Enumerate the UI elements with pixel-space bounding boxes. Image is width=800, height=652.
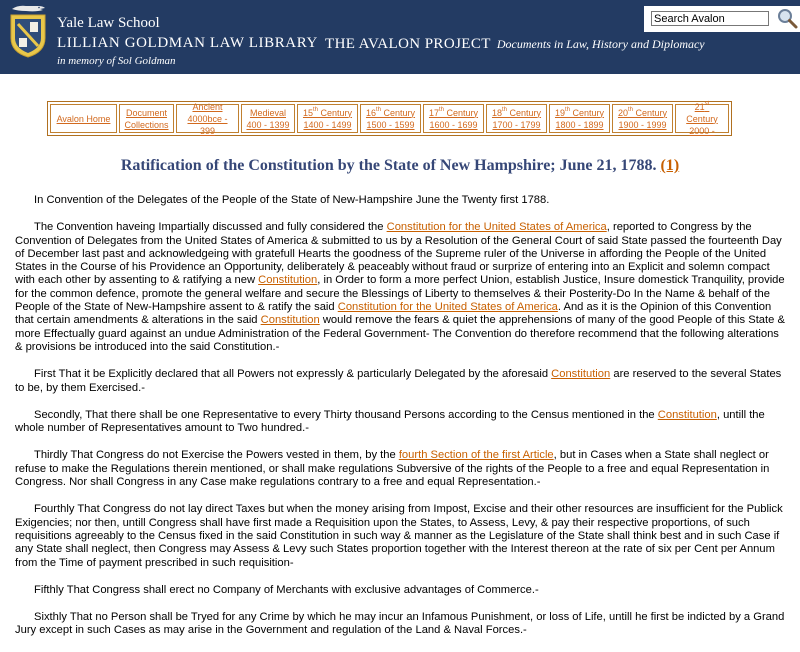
memorial-text: in memory of Sol Goldman — [57, 55, 176, 67]
document-body — [15, 194, 787, 652]
paragraph: Thirdly That Congress do not Exercise the Powers vested in them, by the fourth Section of the first Article, but in Cases when a State shall neglect or refuse to make the Regulations therein mentioned, or shall make regulations Subversive of the rights of the People to a free and equal Representation in Congress. Nor shall Congress in any Case make regulations contrary to a free and equal Representation.- — [15, 449, 770, 489]
nav-document-collections[interactable] — [119, 104, 174, 133]
article-link[interactable]: fourth Section of the first Article — [398, 449, 554, 462]
search-area — [644, 6, 800, 32]
title-text: Ratification of the Constitution by the State of New Hampshire; June 21, 1788. — [120, 157, 657, 174]
site-header — [0, 0, 800, 74]
project-name[interactable]: THE AVALON PROJECT — [325, 36, 491, 52]
search-input[interactable] — [651, 11, 769, 26]
constitution-link[interactable]: Constitution — [657, 408, 717, 421]
constitution-link[interactable]: Constitution — [551, 368, 611, 381]
nav-range[interactable]: 4000bce - 399 — [187, 113, 228, 136]
nav-ancient[interactable] — [176, 101, 239, 136]
nav-range[interactable]: 1900 - 1999 — [618, 119, 667, 130]
nav-label[interactable]: Document — [125, 107, 168, 118]
constitution-link[interactable]: Constitution — [260, 314, 320, 327]
constitution-link[interactable]: Constitution — [258, 274, 318, 287]
nav-range[interactable]: 1800 - 1899 — [555, 119, 604, 130]
nav-label[interactable]: Avalon Home — [56, 113, 111, 124]
century-nav — [47, 101, 732, 136]
paragraph: Sixthly That no Person shall be Tryed for any Crime by which he may incur an Infamous Punishment, or loss of Life, untill he first be indicted by a Grand Jury except in such Cases as may arise in the Government and regulation of the Land & Naval Forces.- — [15, 611, 785, 637]
nav-label[interactable]: Medieval — [249, 107, 286, 118]
project-subtitle: Documents in Law, History and Diplomacy — [496, 37, 705, 51]
nav-range[interactable]: 400 - 1399 — [246, 119, 290, 130]
magnifier-icon[interactable] — [775, 7, 799, 30]
yale-shield-icon[interactable] — [10, 14, 46, 58]
nav-range[interactable]: 1400 - 1499 — [303, 119, 352, 130]
nav-range[interactable]: Collections — [124, 119, 169, 130]
paragraph: Fourthly That Congress do not lay direct Taxes but when the money arising from Impost, Excise and their other resources are insufficient for the Publick Exigencies; nor then, untill Congress shall have first made a Requisition upon the States, to Assess, Levy, & pay their respective proportions, of such requisitions agreeably to the Census fixed in the said Constitution in such way & manner as the Legislature of the State shall think best and in such Case if any State shall neglect, then Congress may Assess & Levy such States proportion together with the Interest thereon at the rate of six per Cent per Annum from the Time of payment prescribed in such requisition- — [15, 503, 783, 569]
nav-range[interactable]: 1500 - 1599 — [366, 119, 415, 130]
nav-range[interactable]: 1600 - 1699 — [429, 119, 478, 130]
constitution-link[interactable]: Constitution for the United States of America — [337, 301, 558, 314]
paragraph: The Convention haveing Impartially discussed and fully considered the Constitution for the United States of America, reported to Congress by the Convention of Delegates from the United States of America & submitted to us by a Resolution of the General Court of said State passed the fourteenth Day of December last past and acknowledgeing with gratefull Hearts the goodness of the Supreme ruler of the Universe in affording the People of the United States in the Course of his Providence an Opportunity, deliberately & peaceably without fraud or surprize of entering into an Explicit and solemn compact with each other by assenting to & ratifying a new Constitution, in Order to form a more perfect Union, establish Justice, Insure domestick Tranquility, provide for the common defence, promote the general welfare and secure the Blessings of Liberty to themselves & their Posterity-Do In the Name & behalf of the People of the State of New-Hampshire assent to & ratify the said Constitution for the United States of America. And as it is the Opinion of this Convention that certain amendments & alterations in the said Constitution would remove the fears & quiet the apprehensions of many of the good People of this State & more Effectually guard against an undue Administration of the Federal Government- The Convention do therefore recommend that the following alterations & provisions be introduced into the said Constitution.- — [15, 221, 785, 353]
nav-range[interactable]: 2000 - — [689, 125, 715, 136]
nav-17th-century[interactable]: 17th Century 1600 - 1699 — [423, 104, 484, 133]
nav-medieval[interactable] — [241, 104, 295, 133]
constitution-link[interactable]: Constitution for the United States of America — [386, 221, 607, 234]
nav-avalon-home[interactable] — [50, 104, 117, 133]
library-name[interactable]: LILLIAN GOLDMAN LAW LIBRARY — [57, 35, 318, 51]
paragraph: First That it be Explicitly declared that all Powers not expressly & particularly Delegated by the aforesaid Constitution are reserved to the several States to be, by them Exercised.- — [15, 368, 782, 394]
paragraph: Secondly, That there shall be one Representative to every Thirty thousand Persons according to the Census mentioned in the Constitution, untill the whole number of Representatives amount to Two hundred.- — [15, 408, 765, 435]
nav-16th-century[interactable]: 16th Century 1500 - 1599 — [360, 104, 421, 133]
nav-20th-century[interactable]: 20th Century 1900 - 1999 — [612, 104, 673, 133]
page-title — [0, 157, 800, 175]
school-name[interactable]: Yale Law School — [57, 15, 160, 31]
nav-range[interactable]: 1700 - 1799 — [492, 119, 541, 130]
paragraph: In Convention of the Delegates of the People of the State of New-Hampshire June the Twenty first 1788. — [34, 194, 550, 206]
footnote-link[interactable]: (1) — [660, 157, 680, 174]
nav-19th-century[interactable]: 19th Century 1800 - 1899 — [549, 104, 610, 133]
nav-15th-century[interactable]: 15th Century 1400 - 1499 — [297, 104, 358, 133]
nav-21st-century[interactable]: 21st Century 2000 - — [675, 104, 729, 133]
paragraph: Fifthly That Congress shall erect no Company of Merchants with exclusive advantages of Commerce.- — [34, 583, 539, 596]
project-banner — [325, 36, 705, 53]
nav-18th-century[interactable]: 18th Century 1700 - 1799 — [486, 104, 547, 133]
nav-label[interactable]: Ancient — [192, 101, 223, 112]
